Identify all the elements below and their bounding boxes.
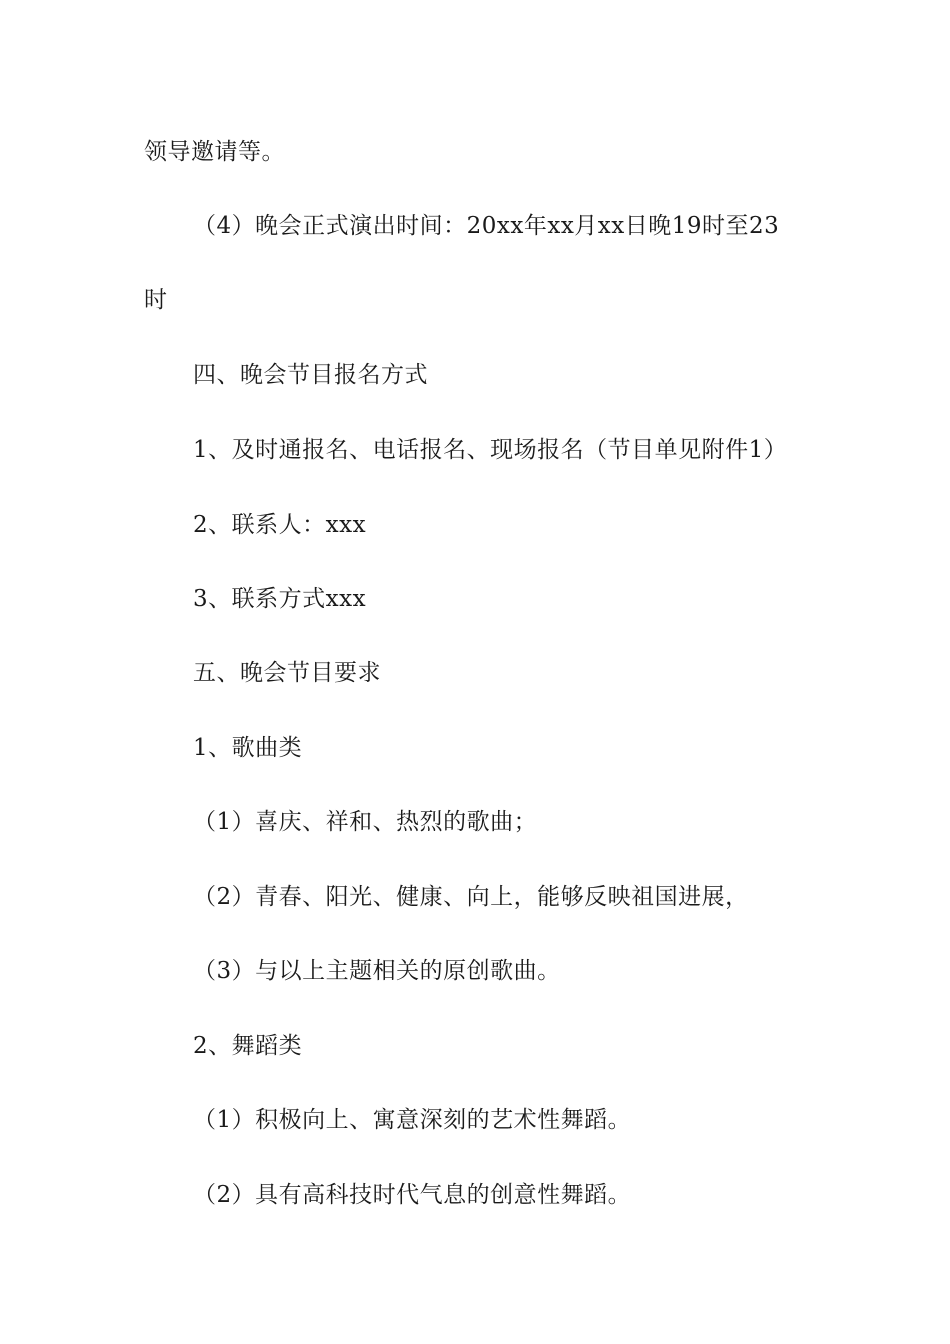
paragraph-line: （4）晚会正式演出时间：20xx年xx月xx日晚19时至23 [193, 213, 780, 239]
section-heading: 四、晚会节目报名方式 [193, 362, 428, 388]
subsection-heading: 1、歌曲类 [193, 735, 303, 761]
list-item: （2）具有高科技时代气息的创意性舞蹈。 [193, 1182, 632, 1208]
subsection-heading: 2、舞蹈类 [193, 1033, 303, 1059]
list-item: （1）积极向上、寓意深刻的艺术性舞蹈。 [193, 1107, 632, 1133]
paragraph-line: 时 [144, 287, 168, 313]
paragraph-line: 1、及时通报名、电话报名、现场报名（节目单见附件1） [193, 437, 788, 463]
list-item: （2）青春、阳光、健康、向上，能够反映祖国进展， [193, 884, 749, 910]
paragraph-line: 2、联系人：xxx [193, 512, 367, 538]
list-item: （3）与以上主题相关的原创歌曲。 [193, 958, 561, 984]
paragraph-line: 领导邀请等。 [144, 139, 285, 165]
list-item: （1）喜庆、祥和、热烈的歌曲； [193, 809, 538, 835]
section-heading: 五、晚会节目要求 [193, 660, 381, 686]
paragraph-line: 3、联系方式xxx [193, 586, 367, 612]
